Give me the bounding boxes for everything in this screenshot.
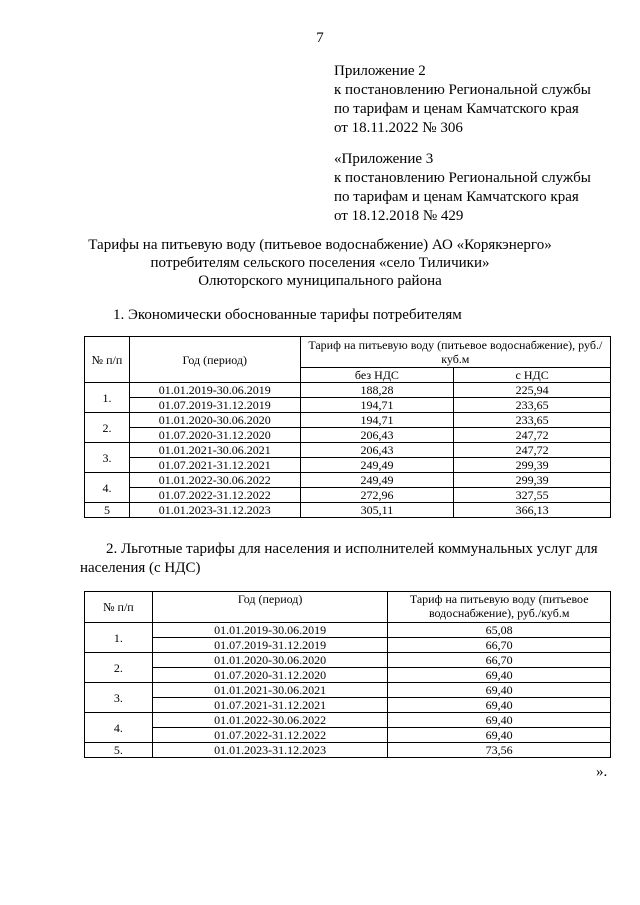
section-2-line-2: населения (с НДС) (80, 560, 201, 576)
table-row (85, 413, 611, 428)
header-num: № п/п (85, 592, 153, 623)
row-vat: 233,65 (454, 413, 611, 428)
header-tariff: Тариф на питьевую воду (питьевое водоснабжение), руб./куб.м (388, 592, 611, 623)
table-row (85, 503, 611, 518)
appendix-3-line-4: от 18.12.2018 № 429 (334, 208, 464, 224)
table-row (85, 743, 611, 758)
row-no-vat: 272,96 (300, 488, 454, 503)
table-economic-tariffs (84, 336, 611, 518)
appendix-3-block (334, 150, 591, 226)
appendix-3-line-3: по тарифам и ценам Камчатского края (334, 189, 579, 205)
row-vat: 233,65 (454, 398, 611, 413)
row-period: 01.07.2020-31.12.2020 (129, 428, 300, 443)
row-value: 69,40 (388, 683, 611, 698)
row-vat: 366,13 (454, 503, 611, 518)
table-row (85, 473, 611, 488)
row-no-vat: 249,49 (300, 473, 454, 488)
table-row (85, 488, 611, 503)
row-no-vat: 206,43 (300, 428, 454, 443)
appendix-2-line-3: по тарифам и ценам Камчатского края (334, 101, 579, 117)
row-no-vat: 194,71 (300, 413, 454, 428)
title-line-2: потребителям сельского поселения «село Тиличики» (150, 255, 490, 271)
row-period: 01.01.2023-31.12.2023 (152, 743, 388, 758)
row-no-vat: 249,49 (300, 458, 454, 473)
section-1-title: 1. Экономически обоснованные тарифы потребителям (113, 307, 462, 323)
row-period: 01.07.2019-31.12.2019 (129, 398, 300, 413)
header-vat: с НДС (454, 368, 611, 383)
row-period: 01.01.2021-30.06.2021 (152, 683, 388, 698)
row-vat: 327,55 (454, 488, 611, 503)
row-value: 66,70 (388, 653, 611, 668)
appendix-3-line-2: к постановлению Региональной службы (334, 170, 591, 186)
row-period: 01.07.2021-31.12.2021 (129, 458, 300, 473)
appendix-2-line-2: к постановлению Региональной службы (334, 82, 591, 98)
row-no-vat: 206,43 (300, 443, 454, 458)
row-num: 3. (85, 443, 130, 473)
row-period: 01.01.2022-30.06.2022 (152, 713, 388, 728)
row-period: 01.01.2023-31.12.2023 (129, 503, 300, 518)
closing-quote: ». (596, 764, 608, 780)
row-value: 69,40 (388, 698, 611, 713)
table-row (85, 683, 611, 698)
row-period: 01.01.2020-30.06.2020 (152, 653, 388, 668)
row-vat: 247,72 (454, 428, 611, 443)
table-row (85, 443, 611, 458)
header-num: № п/п (85, 337, 130, 383)
row-period: 01.01.2022-30.06.2022 (129, 473, 300, 488)
table-row (85, 713, 611, 728)
table-row (85, 398, 611, 413)
row-vat: 225,94 (454, 383, 611, 398)
row-num: 5 (85, 503, 130, 518)
row-vat: 299,39 (454, 473, 611, 488)
page-number: 7 (316, 30, 324, 46)
header-period: Год (период) (152, 592, 388, 623)
row-num: 5. (85, 743, 153, 758)
header-no-vat: без НДС (300, 368, 454, 383)
row-no-vat: 194,71 (300, 398, 454, 413)
table-row (85, 428, 611, 443)
row-num: 3. (85, 683, 153, 713)
table-row (85, 698, 611, 713)
header-period: Год (период) (129, 337, 300, 383)
row-period: 01.01.2021-30.06.2021 (129, 443, 300, 458)
row-value: 69,40 (388, 668, 611, 683)
row-num: 4. (85, 473, 130, 503)
row-vat: 247,72 (454, 443, 611, 458)
row-no-vat: 188,28 (300, 383, 454, 398)
row-period: 01.07.2021-31.12.2021 (152, 698, 388, 713)
row-value: 65,08 (388, 623, 611, 638)
row-num: 2. (85, 653, 153, 683)
row-period: 01.01.2019-30.06.2019 (152, 623, 388, 638)
appendix-2-line-4: от 18.11.2022 № 306 (334, 120, 463, 136)
section-2-title (80, 540, 598, 578)
table-row (85, 728, 611, 743)
title-line-3: Олюторского муниципального района (198, 273, 442, 289)
table-row (85, 623, 611, 638)
table-row (85, 458, 611, 473)
row-num: 4. (85, 713, 153, 743)
table-row (85, 653, 611, 668)
row-period: 01.07.2020-31.12.2020 (152, 668, 388, 683)
table-row (85, 383, 611, 398)
row-period: 01.01.2020-30.06.2020 (129, 413, 300, 428)
row-value: 69,40 (388, 713, 611, 728)
row-value: 69,40 (388, 728, 611, 743)
table-preferential-tariffs (84, 591, 611, 758)
section-2-line-1: 2. Льготные тарифы для населения и исполнителей коммунальных услуг для (106, 541, 598, 557)
appendix-3-line-1: «Приложение 3 (334, 151, 434, 167)
row-period: 01.07.2019-31.12.2019 (152, 638, 388, 653)
document-title (0, 236, 640, 290)
row-vat: 299,39 (454, 458, 611, 473)
title-line-1: Тарифы на питьевую воду (питьевое водоснабжение) АО «Корякэнерго» (88, 237, 552, 253)
row-period: 01.07.2022-31.12.2022 (152, 728, 388, 743)
row-period: 01.07.2022-31.12.2022 (129, 488, 300, 503)
row-value: 66,70 (388, 638, 611, 653)
table-row (85, 638, 611, 653)
row-num: 1. (85, 623, 153, 653)
row-period: 01.01.2019-30.06.2019 (129, 383, 300, 398)
appendix-2-line-1: Приложение 2 (334, 63, 426, 79)
table-row (85, 668, 611, 683)
row-value: 73,56 (388, 743, 611, 758)
row-no-vat: 305,11 (300, 503, 454, 518)
header-tariff: Тариф на питьевую воду (питьевое водоснабжение), руб./куб.м (300, 337, 610, 368)
appendix-2-block (334, 62, 591, 138)
row-num: 2. (85, 413, 130, 443)
row-num: 1. (85, 383, 130, 413)
